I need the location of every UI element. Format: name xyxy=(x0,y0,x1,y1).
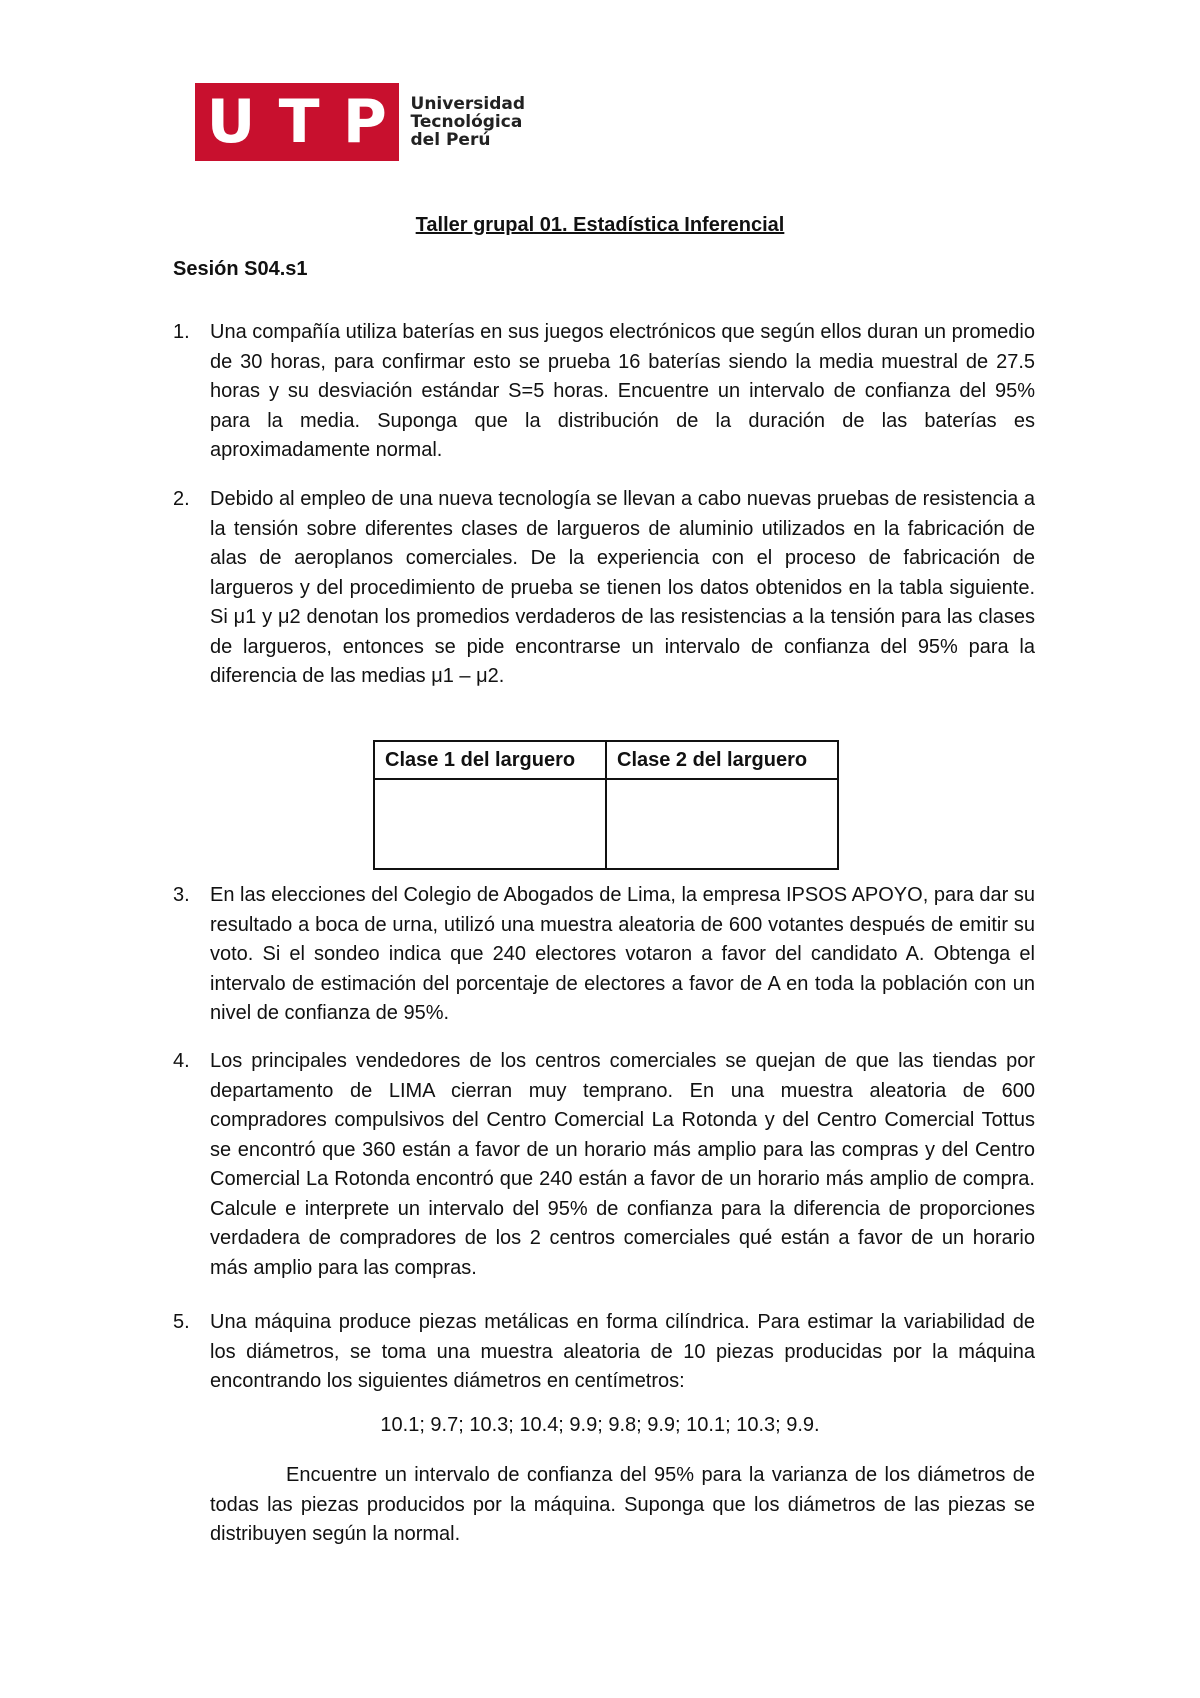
question-text: Una compañía utiliza baterías en sus juegos electrónicos que según ellos duran un promedio de 30 horas, para confirmar esto se prueba 16 baterías siendo la media muestral de 27.5 horas y su desviación estándar S=5 horas. Encuentre un intervalo de confianza del 95% para la media. Suponga que la distribución de la duración de las baterías es aproximadamente normal. xyxy=(210,321,1035,461)
table-header-clase-2: Clase 2 del larguero xyxy=(606,741,838,779)
question-5-instruction: Encuentre un intervalo de confianza del 95% para la varianza de los diámetros de todas las piezas producidos por la máquina. Suponga que los diámetros de las piezas se distribuyen según la normal. xyxy=(210,1464,1035,1545)
question-2 xyxy=(173,485,1035,692)
table-cell-clase-2 xyxy=(606,779,838,869)
session-label: Sesión S04.s1 xyxy=(173,258,308,280)
logo-line-2: Tecnológica xyxy=(410,112,523,132)
table-row xyxy=(374,779,838,869)
diameter-data: 10.1; 9.7; 10.3; 10.4; 9.9; 9.8; 9.9; 10.1; 10.3; 9.9. xyxy=(380,1414,820,1436)
question-text: Los principales vendedores de los centros comerciales se quejan de que las tiendas por departamento de LIMA cierran muy temprano. En una muestra aleatoria de 600 compradores compulsivos del Centro Comercial La Rotonda y del Centro Comercial Tottus se encontró que 360 están a favor de un horario más amplio para las compras y del Centro Comercial La Rotonda encontró que 240 están a favor de un horario más amplio de compra. Calcule e interprete un intervalo del 95% de confianza para la diferencia de proporciones verdadera de compradores de los 2 centros comerciales qué están a favor de un horario más amplio para las compras. xyxy=(210,1050,1035,1279)
logo-line-3: del Perú xyxy=(410,130,491,150)
table-cell-clase-1 xyxy=(374,779,606,869)
table-header-clase-1: Clase 1 del larguero xyxy=(374,741,606,779)
question-3 xyxy=(173,881,1035,1029)
utp-logo xyxy=(195,82,525,162)
table-header-row xyxy=(374,741,838,779)
question-4 xyxy=(173,1047,1035,1283)
logo-wordmark xyxy=(411,95,525,149)
logo-letter-t: T xyxy=(278,87,320,157)
question-number: 1. xyxy=(173,321,190,343)
question-text: Debido al empleo de una nueva tecnología se llevan a cabo nuevas pruebas de resistencia a la tensión sobre diferentes clases de largueros de aluminio utilizados en la fabricación de alas de aeroplanos comerciales. De la experiencia con el proceso de fabricación de largueros y del procedimiento de prueba se tienen los datos obtenidos en la tabla siguiente. Si μ1 y μ2 denotan los promedios verdaderos de las resistencias a la tensión para las clases de largueros, entonces se pide encontrarse un intervalo de confianza del 95% para la diferencia de las medias μ1 – μ2. xyxy=(210,488,1035,687)
question-5 xyxy=(173,1308,1035,1397)
question-number: 2. xyxy=(173,488,190,510)
question-1 xyxy=(173,318,1035,466)
logo-mark xyxy=(195,83,399,161)
logo-letter-p: P xyxy=(342,87,387,157)
logo-line-1: Universidad xyxy=(410,94,525,114)
largueros-table xyxy=(373,740,839,870)
question-number: 3. xyxy=(173,884,190,906)
question-number: 5. xyxy=(173,1311,190,1333)
question-text: En las elecciones del Colegio de Abogados de Lima, la empresa IPSOS APOYO, para dar su resultado a boca de urna, utilizó una muestra aleatoria de 600 votantes después de emitir su voto. Si el sondeo indica que 240 electores votaron a favor del candidato A. Obtenga el intervalo de estimación del porcentaje de electores a favor de A en toda la población con un nivel de confianza de 95%. xyxy=(210,884,1035,1024)
document-title: Taller grupal 01. Estadística Inferencial xyxy=(415,214,785,236)
question-text: Una máquina produce piezas metálicas en forma cilíndrica. Para estimar la variabilidad de los diámetros, se toma una muestra aleatoria de 10 piezas producidas por la máquina encontrando los siguientes diámetros en centímetros: xyxy=(210,1311,1035,1392)
question-number: 4. xyxy=(173,1050,190,1072)
logo-letter-u: U xyxy=(206,87,256,157)
